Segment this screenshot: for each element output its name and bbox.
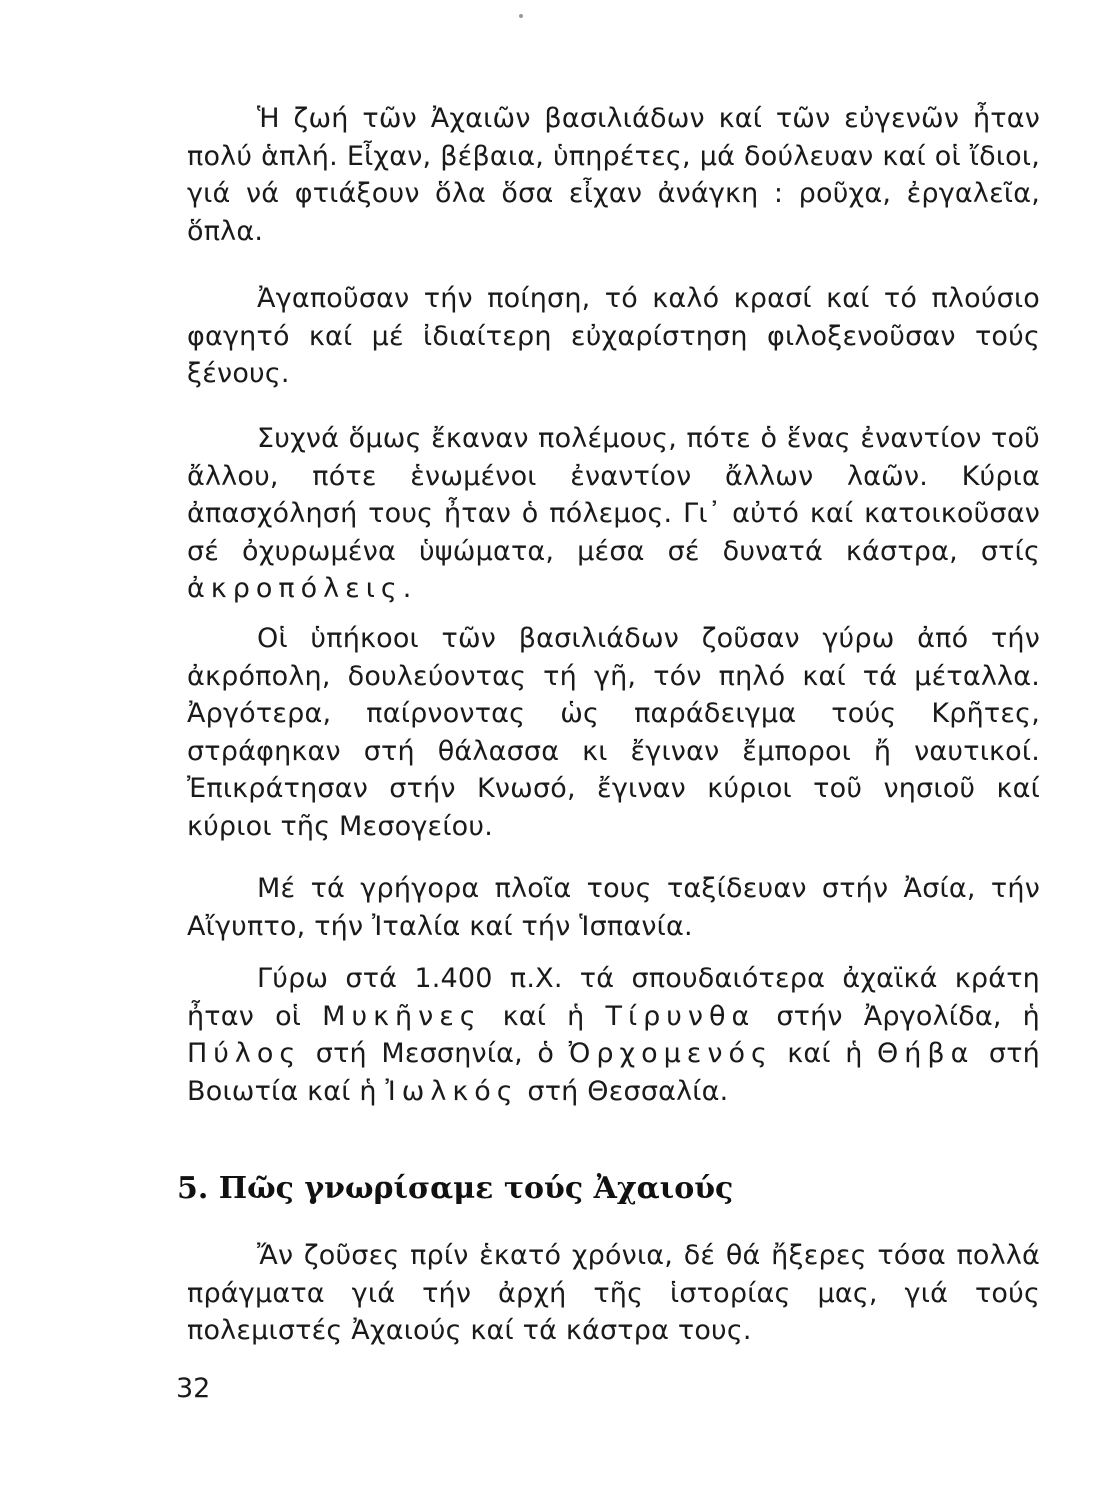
section-paragraph-text: Ἄν ζοῦσες πρίν ἑκατό χρόνια, δέ θά ἤξερες τόσα πολλά πράγματα γιά τήν ἀρχή τῆς ἱστορίας μας, γιά τούς πολεμιστές Ἀχαιούς καί τά κάστρα τους. xyxy=(187,1240,1040,1347)
paragraph-5-text: Μέ τά γρήγορα πλοῖα τους ταξίδευαν στήν Ἀσία, τήν Αἴγυπτο, τήν Ἰταλία καί τήν Ἱσπανία. xyxy=(187,873,1040,942)
section-heading: 5. Πῶς γνωρίσαμε τούς Ἀχαιούς xyxy=(177,1171,734,1206)
paragraph-2-text: Ἀγαποῦσαν τήν ποίηση, τό καλό κρασί καί τό πλούσιο φαγητό καί μέ ἰδιαίτερη εὐχαρίστηση φιλοξενοῦσαν τούς ξένους. xyxy=(187,283,1040,390)
paragraph-6-text-5: καί ἡ xyxy=(772,1038,878,1070)
paragraph-1-text: Ἡ ζωή τῶν Ἀχαιῶν βασιλιάδων καί τῶν εὐγενῶν ἦταν πολύ ἁπλή. Εἶχαν, βέβαια, ὑπηρέτες, μά δούλευαν καί οἱ ἴδιοι, γιά νά φτιάξουν ὅλα ὅσα εἶχαν ἀνάγκη : ροῦχα, ἐργαλεῖα, ὅπλα. xyxy=(187,103,1040,247)
paragraph-6 xyxy=(187,960,1040,1110)
paragraph-4 xyxy=(187,620,1040,846)
paragraph-3-text: Συχνά ὅμως ἔκαναν πολέμους, πότε ὁ ἕνας ἐναντίον τοῦ ἄλλου, πότε ἑνωμένοι ἐναντίον ἄλλων λαῶν. Κύρια ἀπασχόλησή τους ἦταν ὁ πόλεμος. Γι᾿ αὐτό καί κατοικοῦσαν σέ ὀχυρωμένα ὑψώματα, μέσα σέ δυνατά κάστρα, στίς xyxy=(187,423,1040,567)
paragraph-6-text-3: στήν Ἀργολίδα, ἡ xyxy=(755,1000,1040,1032)
place-tiryntha: Τίρυνθα xyxy=(605,1000,756,1032)
place-iolkos: Ἰωλκός xyxy=(385,1075,519,1107)
paragraph-4-text: Οἱ ὑπήκοοι τῶν βασιλιάδων ζοῦσαν γύρω ἀπό τήν ἀκρόπολη, δουλεύοντας τή γῆ, τόν πηλό καί τά μέταλλα. Ἀργότερα, παίρνοντας ὡς παράδειγμα τούς Κρῆτες, στράφηκαν στή θάλασσα κι ἔγιναν ἔμποροι ἤ ναυτικοί. Ἐπικράτησαν στήν Κνωσό, ἔγιναν κύριοι τοῦ νησιοῦ καί κύριοι τῆς Μεσογείου. xyxy=(187,623,1040,842)
page-number: 32 xyxy=(176,1373,211,1404)
paragraph-1 xyxy=(187,100,1040,250)
paragraph-5 xyxy=(187,870,1040,945)
place-thiva: Θήβα xyxy=(877,1038,975,1070)
paragraph-6-text-4: στή Μεσσηνία, ὁ xyxy=(301,1038,569,1070)
paragraph-2 xyxy=(187,280,1040,393)
section-paragraph xyxy=(187,1237,1040,1350)
paragraph-6-text-2: καί ἡ xyxy=(481,1000,606,1032)
place-mykines: Μυκῆνες xyxy=(322,1000,482,1032)
paragraph-6-text-1: Γύρω στά 1.400 π.Χ. τά σπουδαιότερα ἀχαϊκά κράτη ἦταν οἱ xyxy=(187,963,1040,1032)
paragraph-6-text-6: στή Βοιωτία καί ἡ xyxy=(187,1038,1040,1107)
place-orchomenos: Ὀρχομενός xyxy=(568,1038,773,1070)
paragraph-3 xyxy=(187,420,1040,608)
paragraph-3-end: . xyxy=(402,573,412,605)
paragraph-6-text-7: στή Θεσσαλία. xyxy=(518,1075,729,1107)
print-speck xyxy=(519,14,523,18)
term-akropoleis: ἀκροπόλεις xyxy=(187,573,403,605)
place-pylos: Πύλος xyxy=(187,1038,302,1070)
